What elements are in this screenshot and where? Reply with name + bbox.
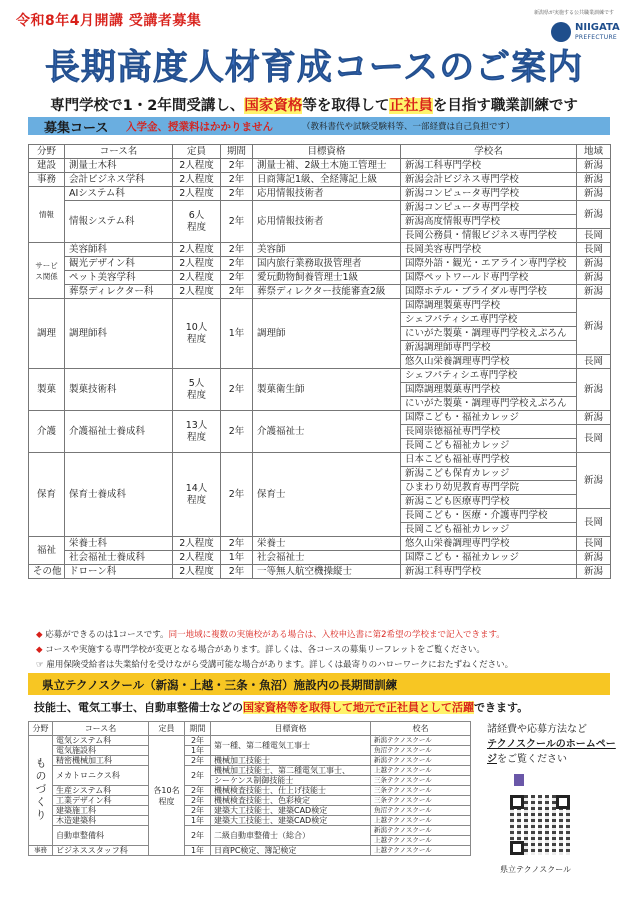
col-header: 定員 bbox=[173, 145, 221, 159]
capacity: 各10名程度 bbox=[149, 736, 185, 856]
target-qualification: 応用情報技術者 bbox=[253, 201, 401, 243]
target-qualification: シーケンス制御技能士 bbox=[211, 776, 371, 786]
table-row bbox=[29, 453, 611, 467]
diamond-icon: ◆ bbox=[36, 645, 46, 655]
course-name: 電気施設科 bbox=[53, 746, 149, 756]
capacity: 2人程度 bbox=[173, 537, 221, 551]
school-name: にいがた製菓・調理専門学校えぷろん bbox=[401, 327, 577, 341]
period: 2年 bbox=[185, 796, 211, 806]
period: 2年 bbox=[221, 411, 253, 453]
target-qualification: 応用情報技術者 bbox=[253, 187, 401, 201]
period: 2年 bbox=[221, 201, 253, 243]
field: 介護 bbox=[29, 411, 65, 453]
target-qualification: 日商PC検定、簿記検定 bbox=[211, 846, 371, 856]
course-name: 葬祭ディレクター科 bbox=[65, 285, 173, 299]
col-header: 校名 bbox=[371, 722, 471, 736]
table-row bbox=[29, 816, 471, 826]
col-header: コース名 bbox=[65, 145, 173, 159]
capacity: 2人程度 bbox=[173, 565, 221, 579]
school-name: 新潟工科専門学校 bbox=[401, 565, 577, 579]
period: 2年 bbox=[221, 173, 253, 187]
table-row bbox=[29, 766, 471, 776]
period: 2年 bbox=[221, 159, 253, 173]
region: 新潟 bbox=[577, 187, 611, 201]
field: 保育 bbox=[29, 453, 65, 537]
period: 2年 bbox=[185, 786, 211, 796]
note-text: 雇用保険受給者は失業給付を受けながら受講可能な場合があります。詳しくは最寄りのハローワークにおたずねください。 bbox=[46, 660, 514, 670]
subtitle-part: 等を取得して bbox=[302, 98, 390, 114]
period: 1年 bbox=[185, 816, 211, 826]
period: 2年 bbox=[221, 271, 253, 285]
period: 2年 bbox=[221, 565, 253, 579]
table-row bbox=[29, 243, 611, 257]
target-qualification: 調理師 bbox=[253, 299, 401, 369]
page-subtitle bbox=[0, 94, 628, 115]
school-name: 新潟こども保育カレッジ bbox=[401, 467, 577, 481]
course-name: AIシステム科 bbox=[65, 187, 173, 201]
period: 1年 bbox=[221, 299, 253, 369]
col-header: 目標資格 bbox=[211, 722, 371, 736]
course-name: ペット美容学科 bbox=[65, 271, 173, 285]
period: 2年 bbox=[221, 187, 253, 201]
subtitle-part: 専門学校で1・2年間受講し、 bbox=[50, 98, 245, 114]
school-name: 新潟高度情報専門学校 bbox=[401, 215, 577, 229]
logo-name: NIIGATA bbox=[575, 22, 620, 33]
cost-note: （教科書代や試験受験料等、一部経費は自己負担です） bbox=[302, 122, 515, 132]
table-header bbox=[29, 722, 471, 736]
capacity: 2人程度 bbox=[173, 159, 221, 173]
capacity: 2人程度 bbox=[173, 271, 221, 285]
side-info bbox=[487, 722, 617, 767]
target-qualification: 一等無人航空機操縦士 bbox=[253, 565, 401, 579]
table-row bbox=[29, 736, 471, 746]
subtitle-highlight: 国家資格 bbox=[244, 98, 303, 114]
qr-caption: 県立テクノスクール bbox=[500, 865, 572, 874]
capacity: 2人程度 bbox=[173, 187, 221, 201]
col-header: 定員 bbox=[149, 722, 185, 736]
pointer-icon: ☞ bbox=[36, 660, 47, 670]
table-row bbox=[29, 299, 611, 313]
field: 事務 bbox=[29, 173, 65, 187]
field-label: ものづくり bbox=[34, 757, 47, 822]
logo-tagline: 新潟県が実施する公共職業訓練です bbox=[533, 10, 614, 16]
course-name: 精密機械加工科 bbox=[53, 756, 149, 766]
course-table bbox=[28, 144, 611, 579]
note-item bbox=[36, 643, 616, 658]
target-qualification: 機械検査技能士、仕上げ技能士 bbox=[211, 786, 371, 796]
table-row bbox=[29, 846, 471, 856]
target-qualification: 機械加工技能士 bbox=[211, 756, 371, 766]
course-name: 介護福祉士養成科 bbox=[65, 411, 173, 453]
table-row bbox=[29, 551, 611, 565]
course-name: 生産システム科 bbox=[53, 786, 149, 796]
target-qualification: 測量士補、2級土木施工管理士 bbox=[253, 159, 401, 173]
note-text-red: 同一地域に複数の実施校がある場合は、入校申込書に第2希望の学校まで記入できます。 bbox=[168, 630, 505, 640]
school-name: 新潟調理師専門学校 bbox=[401, 341, 577, 355]
course-name: 美容師科 bbox=[65, 243, 173, 257]
note-item bbox=[36, 658, 616, 673]
period: 2年 bbox=[221, 257, 253, 271]
target-qualification: 葬祭ディレクター技能審査2級 bbox=[253, 285, 401, 299]
table-row bbox=[29, 271, 611, 285]
capacity: 14人 程度 bbox=[173, 453, 221, 537]
page-title: 長期高度人材育成コースのご案内 bbox=[44, 48, 584, 88]
target-qualification: 愛玩動物飼養管理士1級 bbox=[253, 271, 401, 285]
table-row bbox=[29, 756, 471, 766]
note-text: コースや実施する専門学校が変更となる場合があります。詳しくは、各コースの募集リーフレットをご覧ください。 bbox=[45, 645, 485, 655]
field: その他 bbox=[29, 565, 65, 579]
table-row bbox=[29, 369, 611, 383]
region: 新潟 bbox=[577, 257, 611, 271]
school-name: 上越テクノスクール bbox=[371, 816, 471, 826]
capacity: 2人程度 bbox=[173, 285, 221, 299]
capacity: 13人 程度 bbox=[173, 411, 221, 453]
school-name: 国際こども・福祉カレッジ bbox=[401, 411, 577, 425]
region: 新潟 bbox=[577, 271, 611, 285]
region: 新潟 bbox=[577, 201, 611, 229]
school-name: 上越テクノスクール bbox=[371, 766, 471, 776]
table-row bbox=[29, 159, 611, 173]
school-name: 新潟工科専門学校 bbox=[401, 159, 577, 173]
school-name: にいがた製菓・調理専門学校えぷろん bbox=[401, 397, 577, 411]
table-row bbox=[29, 796, 471, 806]
col-header: 学校名 bbox=[401, 145, 577, 159]
region: 新潟 bbox=[577, 565, 611, 579]
table-row bbox=[29, 257, 611, 271]
period: 2年 bbox=[221, 369, 253, 411]
course-name: 電気システム科 bbox=[53, 736, 149, 746]
target-qualification: 二級自動車整備士（総合） bbox=[211, 826, 371, 846]
table-row bbox=[29, 201, 611, 215]
period: 2年 bbox=[221, 537, 253, 551]
period: 1年 bbox=[185, 846, 211, 856]
period: 2年 bbox=[221, 285, 253, 299]
school-name: 上越テクノスクール bbox=[371, 846, 471, 856]
table-row bbox=[29, 826, 471, 836]
school-name: 日本こども福祉専門学校 bbox=[401, 453, 577, 467]
school-name: 新潟テクノスクール bbox=[371, 736, 471, 746]
field: 建設 bbox=[29, 159, 65, 173]
school-name: 悠久山栄養調理専門学校 bbox=[401, 537, 577, 551]
target-qualification: 栄養士 bbox=[253, 537, 401, 551]
capacity: 2人程度 bbox=[173, 551, 221, 565]
niigata-emblem-icon bbox=[551, 22, 571, 42]
subtitle-highlight: 正社員 bbox=[389, 98, 433, 114]
school-name: 国際ホテル・ブライダル専門学校 bbox=[401, 285, 577, 299]
course-name: 測量士木科 bbox=[65, 159, 173, 173]
target-qualification: 介護福祉士 bbox=[253, 411, 401, 453]
school-name: シェフパティシエ専門学校 bbox=[401, 313, 577, 327]
region: 長岡 bbox=[577, 243, 611, 257]
target-qualification: 国内旅行業務取扱管理者 bbox=[253, 257, 401, 271]
table-row bbox=[29, 565, 611, 579]
school-name: 新潟テクノスクール bbox=[371, 826, 471, 836]
school-name: 長岡こども・医療・介護専門学校 bbox=[401, 509, 577, 523]
subtitle-part: を目指す職業訓練です bbox=[432, 98, 578, 114]
table-header bbox=[29, 145, 611, 159]
table-row bbox=[29, 285, 611, 299]
school-name: 新潟コンピュータ専門学校 bbox=[401, 187, 577, 201]
col-header: 期間 bbox=[221, 145, 253, 159]
recruit-note: 令和8年4月開講 受講者募集 bbox=[16, 13, 202, 29]
school-name: 新潟テクノスクール bbox=[371, 756, 471, 766]
period: 2年 bbox=[185, 806, 211, 816]
region: 新潟 bbox=[577, 453, 611, 509]
course-name: 会計ビジネス学科 bbox=[65, 173, 173, 187]
school-name: 新潟会計ビジネス専門学校 bbox=[401, 173, 577, 187]
school-name: 国際外語・観光・エアライン専門学校 bbox=[401, 257, 577, 271]
qr-corner-icon bbox=[556, 795, 570, 809]
course-name: ビジネススタッフ科 bbox=[53, 846, 149, 856]
course-name: 栄養士科 bbox=[65, 537, 173, 551]
mobile-phone-icon bbox=[514, 774, 524, 786]
field: 事務 bbox=[29, 846, 53, 856]
target-qualification: 保育士 bbox=[253, 453, 401, 537]
technoschool-table bbox=[28, 721, 471, 856]
table-row bbox=[29, 411, 611, 425]
course-name: 調理師科 bbox=[65, 299, 173, 369]
section-title: 県立テクノスクール（新潟・上越・三条・魚沼）施設内の長期間訓練 bbox=[42, 678, 398, 692]
table-row bbox=[29, 537, 611, 551]
field: サービス関係 bbox=[29, 243, 65, 299]
school-name: 三条テクノスクール bbox=[371, 776, 471, 786]
school-name: 魚沼テクノスクール bbox=[371, 746, 471, 756]
course-name: 工業デザイン科 bbox=[53, 796, 149, 806]
period: 2年 bbox=[185, 766, 211, 786]
col-header: コース名 bbox=[53, 722, 149, 736]
course-name: 情報システム科 bbox=[65, 201, 173, 243]
target-qualification: 社会福祉士 bbox=[253, 551, 401, 565]
period: 2年 bbox=[221, 243, 253, 257]
period: 1年 bbox=[221, 551, 253, 565]
col-header: 分野 bbox=[29, 722, 53, 736]
school-name: 長岡こども福祉カレッジ bbox=[401, 439, 577, 453]
target-qualification: 第一種、第二種電気工事士 bbox=[211, 736, 371, 756]
region: 長岡 bbox=[577, 537, 611, 551]
technoschool-section-header bbox=[28, 673, 610, 695]
period: 2年 bbox=[185, 756, 211, 766]
school-name: 新潟コンピュータ専門学校 bbox=[401, 201, 577, 215]
table-row bbox=[29, 173, 611, 187]
section-title: 募集コース bbox=[44, 121, 109, 136]
course-name: 観光デザイン科 bbox=[65, 257, 173, 271]
target-qualification: 機械加工技能士、第二種電気工事士、 bbox=[211, 766, 371, 776]
course-name: 建築施工科 bbox=[53, 806, 149, 816]
col-header: 地域 bbox=[577, 145, 611, 159]
region: 新潟 bbox=[577, 159, 611, 173]
course-name: ドローン科 bbox=[65, 565, 173, 579]
school-name: 悠久山栄養調理専門学校 bbox=[401, 355, 577, 369]
period: 2年 bbox=[185, 736, 211, 746]
region: 長岡 bbox=[577, 229, 611, 243]
notes bbox=[36, 628, 616, 673]
free-tuition-note: 入学金、授業料はかかりません bbox=[126, 121, 273, 133]
course-name: 社会福祉士養成科 bbox=[65, 551, 173, 565]
col-header: 期間 bbox=[185, 722, 211, 736]
target-qualification: 日商簿記1級、全経簿記上級 bbox=[253, 173, 401, 187]
region: 長岡 bbox=[577, 425, 611, 453]
school-name: 三条テクノスクール bbox=[371, 796, 471, 806]
school-name: 長岡公務員・情報ビジネス専門学校 bbox=[401, 229, 577, 243]
diamond-icon: ◆ bbox=[36, 630, 46, 640]
course-name: メカトロニクス科 bbox=[53, 766, 149, 786]
period: 2年 bbox=[185, 826, 211, 846]
school-name: 長岡美容専門学校 bbox=[401, 243, 577, 257]
region: 新潟 bbox=[577, 173, 611, 187]
note-item bbox=[36, 628, 616, 643]
capacity: 10人 程度 bbox=[173, 299, 221, 369]
region: 新潟 bbox=[577, 411, 611, 425]
qr-corner-icon bbox=[510, 795, 524, 809]
course-name: 自動車整備科 bbox=[53, 826, 149, 846]
lead-part: 技能士、電気工事士、自動車整備士などの bbox=[34, 701, 243, 714]
target-qualification: 機械検査技能士、色彩検定 bbox=[211, 796, 371, 806]
target-qualification: 建築大工技能士、建築CAD検定 bbox=[211, 816, 371, 826]
period: 2年 bbox=[221, 453, 253, 537]
region: 新潟 bbox=[577, 369, 611, 411]
course-section-header bbox=[28, 117, 610, 135]
capacity: 5人 程度 bbox=[173, 369, 221, 411]
school-name: 国際ペットワールド専門学校 bbox=[401, 271, 577, 285]
capacity: 2人程度 bbox=[173, 173, 221, 187]
homepage-link[interactable]: テクノスクールのホームページ bbox=[487, 739, 616, 765]
school-name: 国際調理製菓専門学校 bbox=[401, 299, 577, 313]
school-name: 三条テクノスクール bbox=[371, 786, 471, 796]
capacity: 2人程度 bbox=[173, 243, 221, 257]
course-name: 保育士養成科 bbox=[65, 453, 173, 537]
region: 長岡 bbox=[577, 355, 611, 369]
col-header: 目標資格 bbox=[253, 145, 401, 159]
qr-corner-icon bbox=[510, 841, 524, 855]
target-qualification: 建築大工技能士、建築CAD検定 bbox=[211, 806, 371, 816]
school-name: シェフパティシエ専門学校 bbox=[401, 369, 577, 383]
side-text: 諸経費や応募方法など bbox=[487, 724, 587, 735]
table-row bbox=[29, 806, 471, 816]
table-row bbox=[29, 187, 611, 201]
target-qualification: 製菓衛生師 bbox=[253, 369, 401, 411]
field: 福祉 bbox=[29, 537, 65, 565]
field: 製菓 bbox=[29, 369, 65, 411]
col-header: 分野 bbox=[29, 145, 65, 159]
field: 調理 bbox=[29, 299, 65, 369]
period: 1年 bbox=[185, 746, 211, 756]
target-qualification: 美容師 bbox=[253, 243, 401, 257]
region: 長岡 bbox=[577, 509, 611, 537]
school-name: ひまわり幼児教育専門学院 bbox=[401, 481, 577, 495]
region: 新潟 bbox=[577, 285, 611, 299]
logo-sub: PREFECTURE bbox=[575, 34, 618, 41]
lead-highlight: 国家資格等を取得して地元で正社員として活躍 bbox=[243, 701, 474, 714]
field: 情報 bbox=[29, 187, 65, 243]
table-row bbox=[29, 786, 471, 796]
course-name: 製菓技術科 bbox=[65, 369, 173, 411]
course-name: 木造建築科 bbox=[53, 816, 149, 826]
school-name: 国際調理製菓専門学校 bbox=[401, 383, 577, 397]
technoschool-lead bbox=[34, 699, 528, 715]
field bbox=[29, 736, 53, 846]
capacity: 2人程度 bbox=[173, 257, 221, 271]
region: 新潟 bbox=[577, 551, 611, 565]
school-name: 国際こども・福祉カレッジ bbox=[401, 551, 577, 565]
school-name: 長岡崇徳福祉専門学校 bbox=[401, 425, 577, 439]
school-name: 新潟こども医療専門学校 bbox=[401, 495, 577, 509]
region: 新潟 bbox=[577, 299, 611, 355]
side-text: をご覧ください bbox=[497, 754, 567, 765]
capacity: 6人 程度 bbox=[173, 201, 221, 243]
lead-part: できます。 bbox=[474, 701, 529, 714]
note-text: 応募ができるのは1コースです。 bbox=[45, 630, 169, 640]
school-name: 上越テクノスクール bbox=[371, 836, 471, 846]
school-name: 長岡こども福祉カレッジ bbox=[401, 523, 577, 537]
school-name: 魚沼テクノスクール bbox=[371, 806, 471, 816]
